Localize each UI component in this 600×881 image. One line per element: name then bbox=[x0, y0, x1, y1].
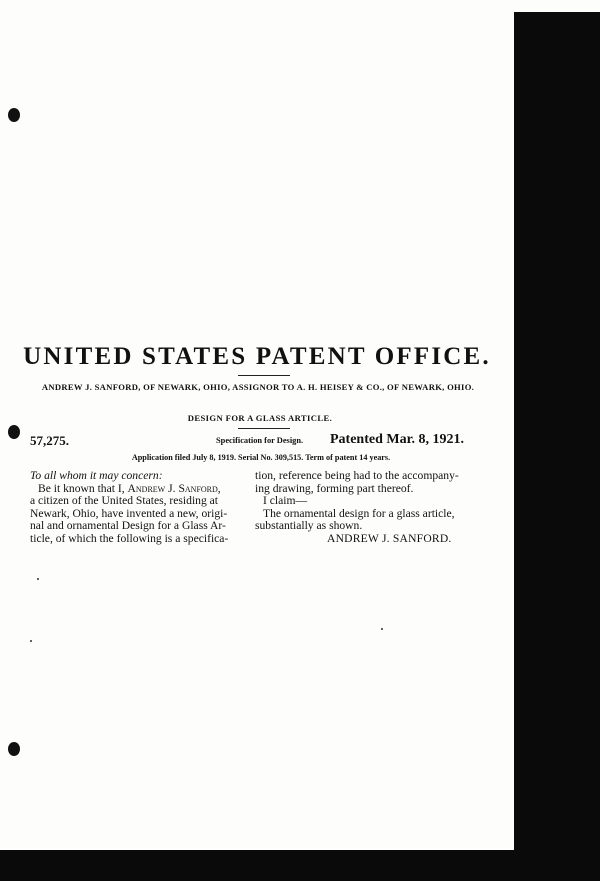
claim-text: substantially as shown. bbox=[255, 519, 363, 533]
claim-heading: I claim— bbox=[263, 494, 308, 508]
scan-speck bbox=[30, 640, 32, 642]
body-line: ing drawing, forming part thereof. bbox=[255, 481, 414, 495]
signature: ANDREW J. SANFORD. bbox=[327, 531, 452, 545]
body-line: ticle, of which the following is a specifica- bbox=[30, 531, 229, 545]
patented-date: Patented Mar. 8, 1921. bbox=[330, 432, 465, 447]
body-line: Newark, Ohio, have invented a new, origi- bbox=[30, 506, 228, 520]
title-rule bbox=[238, 375, 290, 376]
punch-hole-bottom bbox=[8, 742, 20, 756]
punch-hole-middle bbox=[8, 425, 20, 439]
salutation: To all whom it may concern: bbox=[30, 469, 163, 482]
scan-edge-bottom bbox=[0, 850, 600, 881]
body-line-text: Be it known that I, bbox=[38, 481, 128, 495]
claim-text: The ornamental design for a glass article, bbox=[263, 506, 455, 520]
scan-speck bbox=[381, 628, 383, 630]
inventor-line: ANDREW J. SANFORD, OF NEWARK, OHIO, ASSIGNOR TO A. H. HEISEY & CO., OF NEWARK, OHIO. bbox=[41, 382, 475, 392]
patent-number: 57,275. bbox=[30, 433, 69, 448]
body-line: a citizen of the United States, residing at bbox=[30, 494, 219, 508]
office-title: UNITED STATES PATENT OFFICE. bbox=[23, 343, 491, 370]
body-line: tion, reference being had to the accompany- bbox=[255, 469, 459, 482]
right-column bbox=[255, 470, 473, 546]
body-line: nal and ornamental Design for a Glass Ar- bbox=[30, 519, 226, 533]
left-column bbox=[30, 470, 248, 546]
scan-edge-right bbox=[514, 12, 600, 881]
punch-hole-top bbox=[8, 108, 20, 122]
inventor-name: Andrew J. Sanford, bbox=[127, 481, 221, 495]
design-title: DESIGN FOR A GLASS ARTICLE. bbox=[187, 413, 333, 423]
application-line: Application filed July 8, 1919. Serial No. 309,515. Term of patent 14 years. bbox=[131, 453, 391, 462]
spec-label: Specification for Design. bbox=[216, 436, 304, 445]
scan-speck bbox=[37, 578, 39, 580]
design-rule bbox=[238, 428, 290, 429]
